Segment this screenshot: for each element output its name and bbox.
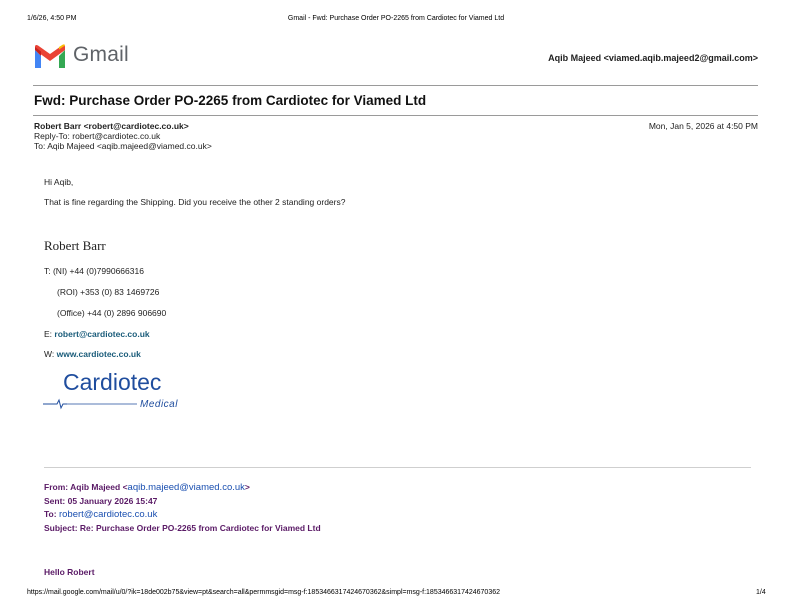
signature-phone-ni: T: (NI) +44 (0)7990666316 — [44, 266, 144, 276]
quoted-from-label: From: — [44, 482, 69, 492]
email-label: E: — [44, 329, 53, 339]
divider — [33, 115, 758, 116]
signature-email-link[interactable]: robert@cardiotec.co.uk — [54, 329, 150, 339]
quoted-greeting: Hello Robert — [44, 567, 95, 577]
email-subject: Fwd: Purchase Order PO-2265 from Cardiotec for Viamed Ltd — [34, 93, 427, 108]
quoted-from-name: Aqib Majeed < — [70, 482, 128, 492]
quoted-to-email-link[interactable]: robert@cardiotec.co.uk — [58, 509, 158, 520]
divider — [33, 85, 758, 86]
quoted-to-label: To: — [44, 509, 57, 519]
quoted-from-email-link[interactable]: aqib.majeed@viamed.co.uk — [127, 482, 245, 493]
sender-label: Robert Barr <robert@cardiotec.co.uk> — [34, 121, 189, 131]
logo-medical-text: Medical — [140, 399, 178, 410]
quoted-from — [44, 482, 250, 493]
signature-email — [44, 329, 150, 339]
email-date: Mon, Jan 5, 2026 at 4:50 PM — [648, 121, 758, 131]
quoted-from-close: > — [244, 482, 250, 492]
signature-phone-office: (Office) +44 (0) 2896 906690 — [57, 308, 167, 318]
quoted-to — [44, 509, 157, 520]
web-label: W: — [44, 349, 55, 359]
reply-to: Reply-To: robert@cardiotec.co.uk — [34, 131, 161, 141]
quoted-divider — [44, 467, 751, 468]
logo-cardiotec-text: Cardiotec — [63, 370, 162, 395]
quoted-sent: Sent: 05 January 2026 15:47 — [44, 496, 158, 506]
account-label: Aqib Majeed <viamed.aqib.majeed2@gmail.com> — [548, 53, 758, 63]
sender — [34, 121, 189, 131]
recipient: To: Aqib Majeed <aqib.majeed@viamed.co.uk> — [34, 141, 212, 151]
gmail-wordmark: Gmail — [73, 43, 129, 66]
print-page-number: 1/4 — [756, 589, 766, 596]
signature-name: Robert Barr — [44, 238, 106, 253]
print-url: https://mail.google.com/mail/u/0/?ik=18de002b75&view=pt&search=all&permmsgid=msg-f:1853466317424670362&simpl=msg-f:1853466317424670362 — [27, 589, 501, 596]
signature-web — [44, 349, 141, 359]
print-datetime: 1/6/26, 4:50 PM — [27, 15, 77, 22]
gmail-logo-icon — [33, 44, 67, 70]
message-body: That is fine regarding the Shipping. Did you receive the other 2 standing orders? — [44, 197, 346, 207]
greeting: Hi Aqib, — [44, 177, 74, 187]
signature-web-link[interactable]: www.cardiotec.co.uk — [56, 349, 141, 359]
print-page-title: Gmail - Fwd: Purchase Order PO-2265 from Cardiotec for Viamed Ltd — [287, 15, 505, 22]
quoted-subject: Subject: Re: Purchase Order PO-2265 from Cardiotec for Viamed Ltd — [44, 523, 321, 533]
signature-phone-roi: (ROI) +353 (0) 83 1469726 — [57, 287, 160, 297]
cardiotec-logo — [43, 370, 195, 412]
